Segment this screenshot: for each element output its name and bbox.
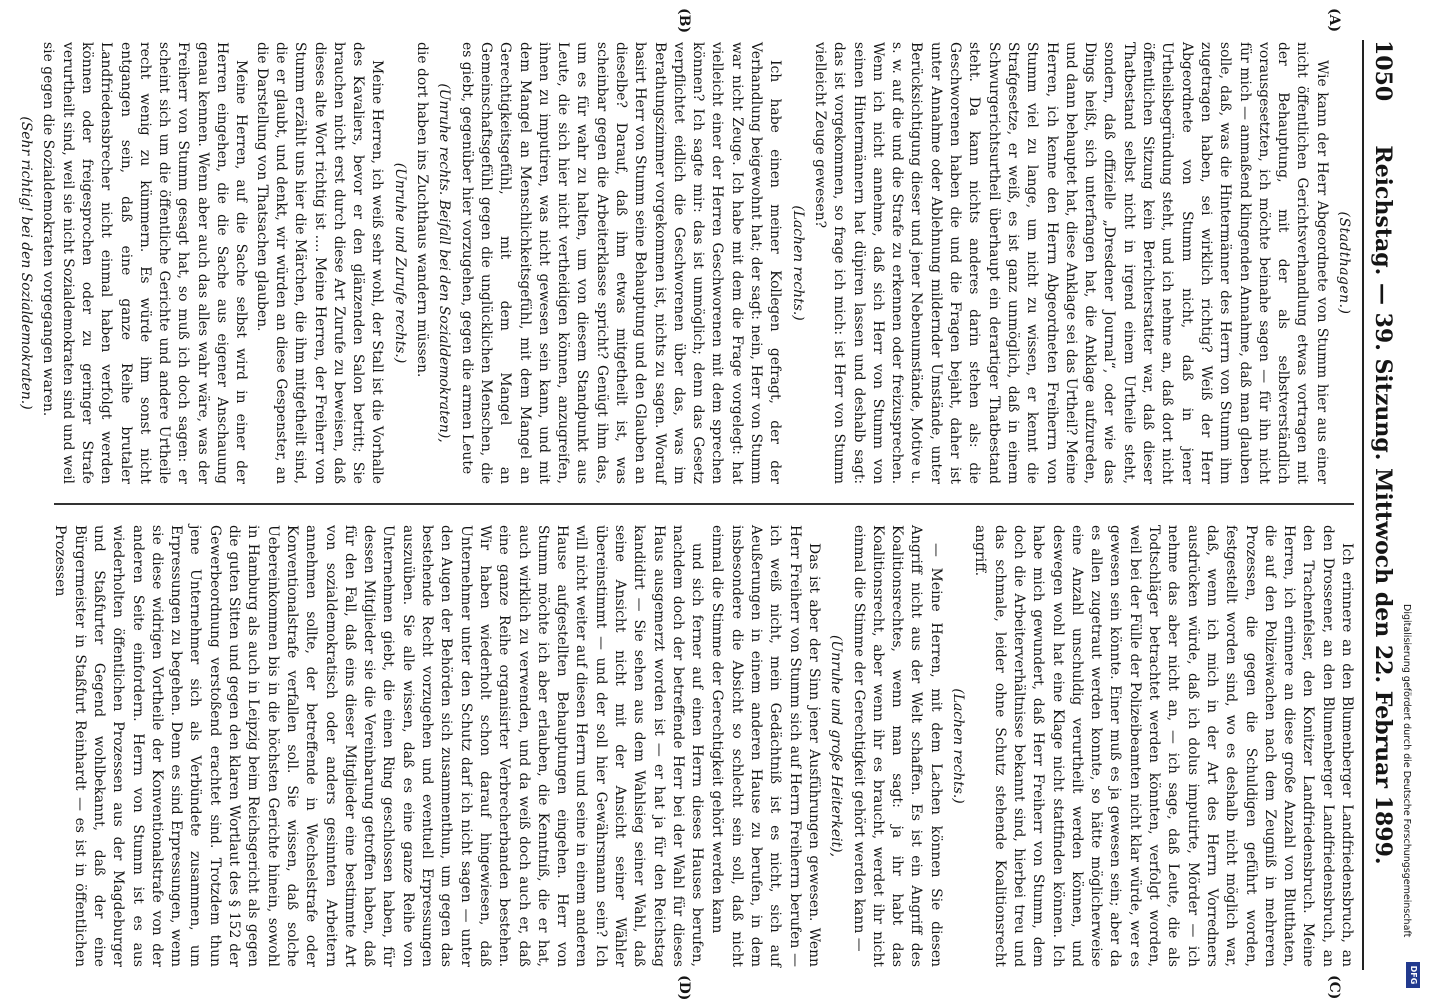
running-title: Reichstag. — 39. Sitzung. Mittwoch den 22. Februar 1899. xyxy=(1370,145,1396,865)
paragraph: Wie kann der Herr Abgeordnete von Stumm hier aus einer nicht öffentlichen Gerichtsverhandlung etwas vortragen mit der Behauptung, mit der als selbstverständlich vorausgesetzten, ich möchte beinahe sagen — für ihn nicht für mich — anmaßend klingenden Annahme, daß man glauben solle, daß, was die Hintermänner des Herrn von Stumm ihm zugetragen haben, sei wirklich richtig? Weiß der Herr Abgeordnete von Stumm nicht, daß in jener Urtheilsbegründung steht, und ich nehme an, daß dort nicht öffentlichen Sitzung kein Berichterstatter war, daß dieser Thatbestand selbst nicht in irgend einem Urtheile steht, sondern, daß offizielle „Dresdener Journal“, oder wie das Dings heißt, sich unterfangen hat, die Anklage aufzureden, und dann behauptet hat, diese Anklage sei das Urtheil? Meine Herren, ich kenne den Herrn Abgeordneten Freiherrn von Stumm viel zu lange, um nicht zu wissen, er kennt die Strafgesetze, er weiß, es ist ganz unmöglich, daß in einem Schwurgerichtsurtheil überhaupt ein derartiger Thatbestand steht. Da kann nichts anderes darin stehen als: die Geschworenen haben die und die Fragen bejaht, daher ist unter Annahme oder Ablehnung mildernder Umstände, unter Berücksichtigung dieser und jener Nebenumstände, Motive u. s. w. auf die und die Strafe zu erkennen oder freizusprechen. Wenn ich nicht annehme, daß sich Herr von Stumm von seinen Hintermännern hat düpiren lassen und deshalb sagt: das ist vorgekommen, so frage ich mich: ist Herr von Stumm vielleicht Zeuge gewesen? xyxy=(811,42,1330,484)
margin-marker-b: (B) xyxy=(676,8,692,34)
left-text-column xyxy=(18,42,1356,484)
dfg-logo: DFG xyxy=(1406,962,1420,988)
page-number: 1050 xyxy=(1370,40,1396,102)
stage-direction: (Lachen rechts.) xyxy=(950,688,967,804)
speaker-name: (Stadthagen.) xyxy=(1336,211,1352,315)
digitization-notice: Digitalisierung gefördert durch die Deutsche Forschungsgemeinschaft xyxy=(1401,604,1412,938)
paragraph: Das ist aber der Sinn jener Ausführungen gewesen. Wenn Herr Freiherr von Stumm sich auf Herrn Freiherrn berufen — ich weiß nicht, mein Gedächtniß ist es nicht, sich auf Aeußerungen in einem anderen Hause zu berufen, in dem insbesondere die Absicht so schlecht sein soll, daß nicht einmal die Stimme der Gerechtigkeit gehört werden kann xyxy=(709,525,822,967)
stage-direction: (Unruhe und Zurufe rechts.) xyxy=(391,162,408,364)
paragraph: — Meine Herren, mit dem Lachen können Sie diesen Angriff nicht aus der Welt schaffen. Es ist ein Angriff des Koalitionsrechtes, wenn man sagt: ja ihr habt das Koalitionsrecht, aber wenn ihr es braucht, werdet ihr nicht einmal die Stimme der Gerechtigkeit gehört werden kann — xyxy=(850,525,944,967)
column-divider xyxy=(54,503,1354,505)
paragraph: Ich erinnere an den Blumenberger Landfriedensbruch, an den Drossener, an den Blumenberger Landfriedensbruch, an den Trachenfelser, den Konitzer Landfriedensbruch. Meine Herren, ich erinnere an diese große Anzahl von Blutthaten, die auf den Polizeiwachen nach dem Zeugniß in mehreren Prozessen, die gegen die Schuldigen geführt worden, festgestellt worden sind, wo es deshalb nicht möglich war, daß, wenn ich mich in der Art des Herrn Vorredners ausdrücken würde, daß ich dolus imputirte, Mörder — ich nehme das aber nicht an, — ich sage, daß Leute, die als Todtschläger betrachtet werden könnten, verfolgt worden, weil bei der Fülle der Polizeibeamten nicht klar würde, wer es gewesen sein könnte. Einer muß es ja gewesen sein; aber da es allen zugetraut werden konnte, so hätte möglicherweise eine Anzahl unschuldig verurtheilt werden können, und deswegen wohl hat eine Klage nicht stattfinden können. Ich habe mich gewundert, daß Herr Freiherr von Stumm, dem doch die Arbeiterverhältnisse bekannt sind, hierbei treu und das schmale, leider ohne Schutz stehende Koalitionsrecht angriff. xyxy=(972,525,1355,967)
paragraph: Meine Herren, ich weiß sehr wohl, der Stall ist die Vorhalle des Kavaliers, bevor er den glänzenden Salon betritt; Sie brauchen nicht erst durch diese Art Zurufe zu beweisen, daß dieses alte Wort richtig ist .... Meine Herren, der Freiherr von Stumm erzählt uns hier die Märchen, die ihm mitgetheilt sind, die er glaubt, und denkt, wir würden an diese Gespenster, an die Darstellung von Thatsachen glauben. xyxy=(253,42,386,484)
margin-marker-c: (C) xyxy=(1326,975,1342,1000)
stage-direction: (Sehr richtig! bei den Sozialdemokraten.) xyxy=(18,116,35,410)
stage-direction: (Lachen rechts.) xyxy=(789,205,806,321)
paragraph: Meine Herren, auf die Sache selbst wird in einer der Herren eingehen, die die Sache aus eigener Anschauung genau kennen. Wenn aber auch das alles wahr wäre, was der Freiherr von Stumm gesagt hat, so muß ich doch sagen: er scheint sich um die öffentliche Gerichte und andere Urtheile recht wenig zu kümmern. Es würde ihm sonst nicht entgangen sein, daß eine ganze Reihe brutaler Landfriedensbrecher nicht einmal haben verfolgt werden können oder freigesprochen oder zu geringer Strafe verurtheilt sind, weil sie nicht Sozialdemokraten sind und weil sie gegen die Sozialdemokraten vorgegangen waren. xyxy=(40,42,250,484)
margin-marker-d: (D) xyxy=(676,975,692,1000)
right-text-column xyxy=(52,525,1356,967)
stage-direction: (Unruhe rechts. Beifall bei den Sozialdemokraten), xyxy=(436,83,453,443)
margin-marker-a: (A) xyxy=(1326,8,1342,33)
paragraph: Ich habe einen meiner Kollegen gefragt, der der Verhandlung beigewohnt hat; der sagt: nein, Herr von Stumm war nicht Zeuge. Ich habe mit dem die Frage vorgelegt: hat vielleicht einer der Herren Geschworenen mit dem sprechen können? Ich sagte mir: das ist unmöglich; denn das Gesetz verpflichtet eidlich die Geschworenen über das, was im Berathungszimmer vorgekommen ist, nichts zu sagen. Worauf basirt Herr von Stumm seine Behauptung und den Glauben an dieselbe? Darauf, daß ihm etwas mitgetheilt ist, was scheinbar gegen die Arbeiterklasse spricht? Genügt ihm das, um es für wahr zu halten, um von diesem Standpunkt aus Leute, die sich hier nicht vertheidigen können, anzugreifen, ihnen zu imputiren, was nicht gewesen sein kann, und mit dem Mangel an Menschlichkeitsgefühl, mit dem Mangel an Gerechtigkeitsgefühl, mit dem Mangel an Gemeinschaftsgefühl gegen die unglücklichen Menschen, die es giebt, gegenüber hier vorzugehen, gegen die armen Leute xyxy=(458,42,784,484)
stage-direction: (Unruhe und große Heiterkeit), xyxy=(828,635,845,857)
paragraph: die dort haben ins Zuchthaus wandern müssen. xyxy=(414,42,431,378)
page-header xyxy=(1362,40,1398,970)
header-rule xyxy=(1362,40,1364,970)
paragraph: und sich ferner auf einen Herrn dieses Hauses berufen, nachdem doch der betreffende Herr bei der Wahl für dieses Haus ausgemerzt worden ist — er hat ja für den Reichstag kandidirt — Sie sehen aus dem Wahlsieg seiner Wahl, daß seine Ansicht nicht mit der Ansicht seiner Wähler übereinstimmt — und der soll hier Gewährsmann sein? Ich will nicht weiter auf diesen Herrn und seine in einem anderen Hause aufgestellten Behauptungen eingehen. Herr von Stumm möchte ich aber erlauben, die Kenntniß, die er hat, auch wirklich zu verwenden, und da weiß doch auch er, daß eine ganze Reihe organisirter Verbrecherbanden bestehen. Wir haben wiederholt schon darauf hingewiesen, daß Unternehmer unter den Schutz darf ich nicht sagen — unter den Augen der Behörden sich zusammenthun, um gegen das bestehende Recht vorzugehen und eventuell Erpressungen auszuüben. Sie alle wissen, daß es eine ganze Reihe von Unternehmen giebt, die einen Ring geschlossen haben, für dessen Mitglieder sie die Vereinbarung getroffen haben, daß für den Fall, daß eins dieser Mitglieder eine bestimmte Art von sozialdemokratisch oder anders gesinnten Arbeitern annehmen sollte, der betreffende in Wechselstrafe oder Konventionalstrafe verfallen soll. Sie wissen, daß solche Uebereinkommen bis in die höchsten Gerichte hinein, sowohl in Hamburg als auch in Leipzig beim Reichsgericht als gegen die guten Sitten und gegen den klaren Wortlaut des § 152 der Gewerbeordnung verstoßend erachtet sind. Trotzdem thun jene Unternehmer sich als Verbündete zusammen, um Erpressungen zu begehen. Denn es sind Erpressungen, wenn sie diese widrigen Vortheile der Konventionalstrafe von der anderen Seite einfordern. Herrn von Stumm ist es aus wiederholten öffentlichen Prozessen aus der Magdeburger und Staßfurter Gegend wohlbekannt, daß der eine Bürgermeister in Staßfurt Reinhardt — es ist in öffentlichen Prozessen xyxy=(52,525,706,967)
